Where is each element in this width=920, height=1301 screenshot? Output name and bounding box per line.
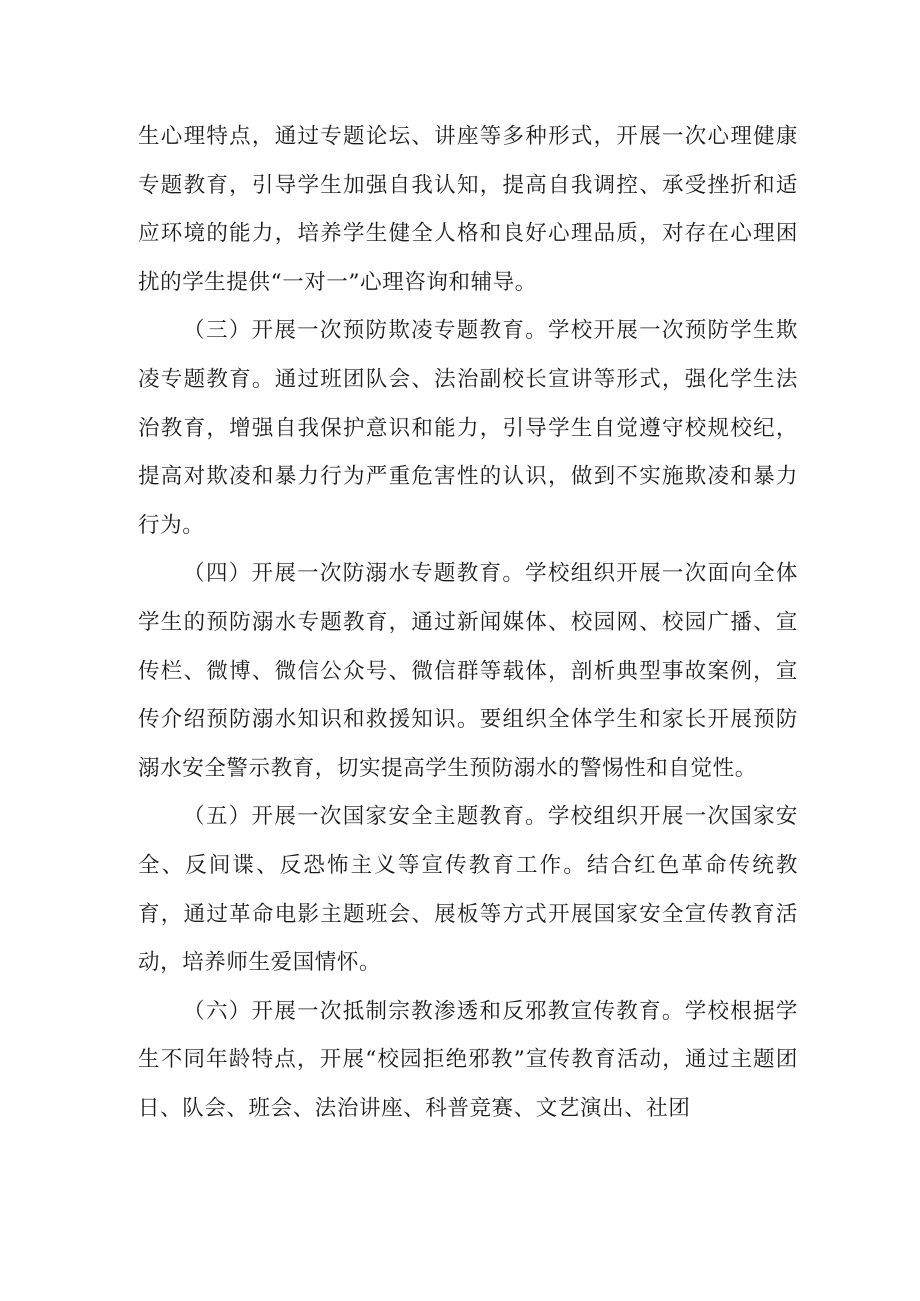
paragraph-anti-bullying: （三）开展一次预防欺凌专题教育。学校开展一次预防学生欺凌专题教育。通过班团队会、法治副校长宣讲等形式，强化学生法治教育，增强自我保护意识和能力，引导学生自觉遵守校规校纪，提高对欺凌和暴力行为严重危害性的认识，做到不实施欺凌和暴力行为。 xyxy=(138,318,798,538)
paragraph-anti-cult: （六）开展一次抵制宗教渗透和反邪教宣传教育。学校根据学生不同年龄特点，开展“校园拒绝邪教”宣传教育活动，通过主题团日、队会、班会、法治讲座、科普竞赛、文艺演出、社团 xyxy=(138,998,798,1121)
paragraph-national-security: （五）开展一次国家安全主题教育。学校组织开展一次国家安全、反间谍、反恐怖主义等宣传教育工作。结合红色革命传统教育，通过革命电影主题班会、展板等方式开展国家安全宣传教育活动，培养师生爱国情怀。 xyxy=(138,804,798,976)
paragraph-continued-mental-health: 生心理特点，通过专题论坛、讲座等多种形式，开展一次心理健康专题教育，引导学生加强自我认知，提高自我调控、承受挫折和适应环境的能力，培养学生健全人格和良好心理品质，对存在心理困扰的学生提供“一对一”心理咨询和辅导。 xyxy=(138,124,798,295)
document-body xyxy=(138,113,798,1133)
paragraph-drowning-prevention: （四）开展一次防溺水专题教育。学校组织开展一次面向全体学生的预防溺水专题教育，通过新闻媒体、校园网、校园广播、宣传栏、微博、微信公众号、微信群等载体，剖析典型事故案例，宣传介绍预防溺水知识和救援知识。要组织全体学生和家长开展预防溺水安全警示教育，切实提高学生预防溺水的警惕性和自觉性。 xyxy=(138,561,798,781)
